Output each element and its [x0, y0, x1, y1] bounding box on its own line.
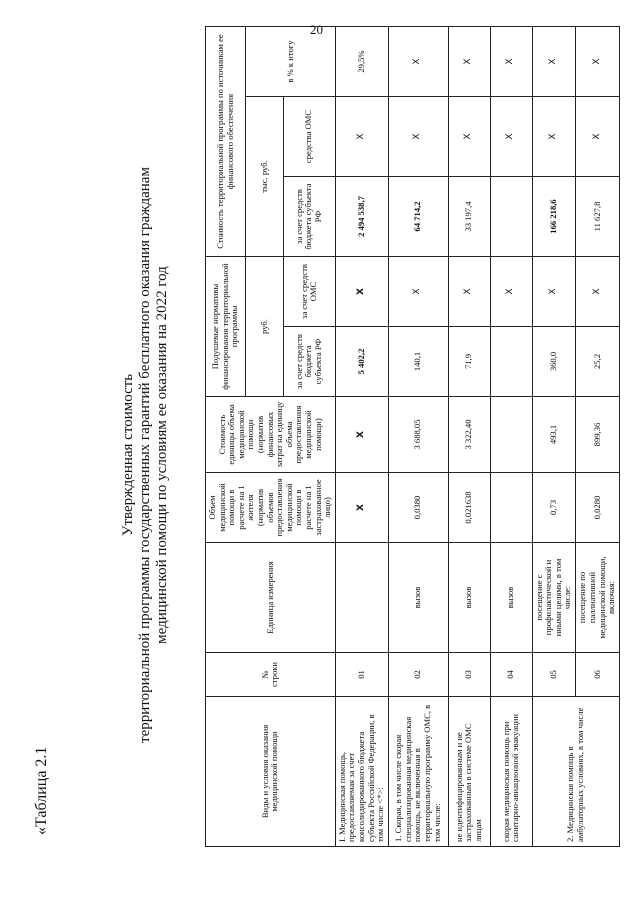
row-unit: вызов [448, 543, 490, 653]
row-pc-oms: X [448, 257, 490, 327]
row-pc-budget: 360,0 [532, 327, 575, 397]
row-percent: X [576, 27, 620, 97]
document-title [120, 135, 171, 775]
row-pc-oms: X [576, 257, 620, 327]
row-number: 05 [532, 653, 575, 697]
header-per-capita-oms: за счет средств ОМС [283, 257, 335, 327]
row-pr-budget: 166 218,6 [532, 177, 575, 257]
row-cost: 3 322,40 [448, 397, 490, 473]
cost-table [205, 26, 620, 847]
table-row [490, 27, 532, 847]
row-pr-oms: X [335, 97, 388, 177]
row-volume: 0,73 [532, 473, 575, 543]
row-percent: X [490, 27, 532, 97]
title-line-1: Утвержденная стоимость [120, 373, 136, 537]
row-number: 06 [576, 653, 620, 697]
row-pc-oms: X [388, 257, 448, 327]
row-kind: скорая медицинская помощь при санитарно-авиационной эвакуации [490, 697, 532, 847]
header-program-percent: в % к итогу [246, 27, 336, 97]
row-number: 04 [490, 653, 532, 697]
header-program-budget: за счет средств бюджета субъекта РФ [283, 177, 335, 257]
row-volume: 0,0280 [576, 473, 620, 543]
row-kind: 1. Скорая, в том числе скорая специализированная медицинская помощь, не включенная в территориальную программу ОМС, в том числе: [388, 697, 448, 847]
row-pr-budget: 64 714,2 [388, 177, 448, 257]
row-kind: 2. Медицинская помощь в амбулаторных условиях, в том числе [532, 697, 619, 847]
row-volume [490, 473, 532, 543]
row-cost: 3 688,05 [388, 397, 448, 473]
header-row-no: № строки [206, 653, 336, 697]
row-pr-budget [490, 177, 532, 257]
row-pr-oms: X [532, 97, 575, 177]
row-cost [490, 397, 532, 473]
header-per-capita-unit: руб. [246, 257, 284, 397]
row-pr-oms: X [388, 97, 448, 177]
row-volume: 0,021638 [448, 473, 490, 543]
row-cost: 899,36 [576, 397, 620, 473]
title-line-3: медицинской помощи по условиям ее оказания на 2022 год [154, 266, 170, 644]
row-pc-budget: 140,1 [388, 327, 448, 397]
header-program-unit: тыс. руб. [246, 97, 284, 257]
header-program-oms: средства ОМС [283, 97, 335, 177]
row-pc-oms: X [490, 257, 532, 327]
row-pr-budget: 33 197,4 [448, 177, 490, 257]
row-pc-budget: 25,2 [576, 327, 620, 397]
row-unit: вызов [388, 543, 448, 653]
row-percent: X [532, 27, 575, 97]
row-percent: X [448, 27, 490, 97]
row-number: 03 [448, 653, 490, 697]
row-kind: I. Медицинская помощь, предоставляемая за счет консолидированного бюджета субъекта Российской Федерации, в том числе <*>: [335, 697, 388, 847]
header-program-cost: Стоимость территориальной программы по источникам ее финансового обеспечения [206, 27, 246, 257]
row-pc-oms: X [532, 257, 575, 327]
header-unit: Единица измерения [206, 543, 336, 653]
header-per-capita: Подушевые нормативы финансирования территориальной программы [206, 257, 246, 397]
row-percent: X [388, 27, 448, 97]
row-pr-budget: 11 627,8 [576, 177, 620, 257]
row-cost: 493,1 [532, 397, 575, 473]
row-pr-budget: 2 494 538,7 [335, 177, 388, 257]
row-volume: X [335, 473, 388, 543]
row-pr-oms: X [448, 97, 490, 177]
row-unit [335, 543, 388, 653]
row-number: 01 [335, 653, 388, 697]
row-pc-budget: 71,9 [448, 327, 490, 397]
header-cost-unit: Стоимость единицы объема медицинской помощи (норматив финансовых затрат на единицу объема предоставления медицинской помощи) [206, 397, 336, 473]
row-volume: 0,0380 [388, 473, 448, 543]
row-number: 02 [388, 653, 448, 697]
header-volume: Объем медицинской помощи в расчете на 1 жителя (норматив объемов предоставления медицинской помощи в расчете на 1 застрахованное лицо) [206, 473, 336, 543]
table-row [448, 27, 490, 847]
table-label: «Таблица 2.1 [33, 746, 50, 835]
title-line-2: территориальной программы государственных гарантий бесплатного оказания гражданам [137, 167, 153, 743]
table-row [335, 27, 388, 847]
header-kind: Виды и условия оказания медицинской помощи [206, 697, 336, 847]
row-unit: посещение с профилактической и иными целями, в том числе: [532, 543, 575, 653]
row-unit: вызов [490, 543, 532, 653]
row-cost: X [335, 397, 388, 473]
table-row [388, 27, 448, 847]
row-unit: посещение по паллиативной медицинской помощи, включая: [576, 543, 620, 653]
page-number: 20 [310, 22, 323, 37]
row-pr-oms: X [576, 97, 620, 177]
row-kind: не идентифицированным и не застрахованным в системе ОМС лицам [448, 697, 490, 847]
header-per-capita-budget: за счет средств бюджета субъекта РФ [283, 327, 335, 397]
row-pr-oms: X [490, 97, 532, 177]
table-row [532, 27, 575, 847]
row-pc-budget: 5 402,2 [335, 327, 388, 397]
row-pc-budget [490, 327, 532, 397]
row-percent: 29,5% [335, 27, 388, 97]
row-pc-oms: X [335, 257, 388, 327]
